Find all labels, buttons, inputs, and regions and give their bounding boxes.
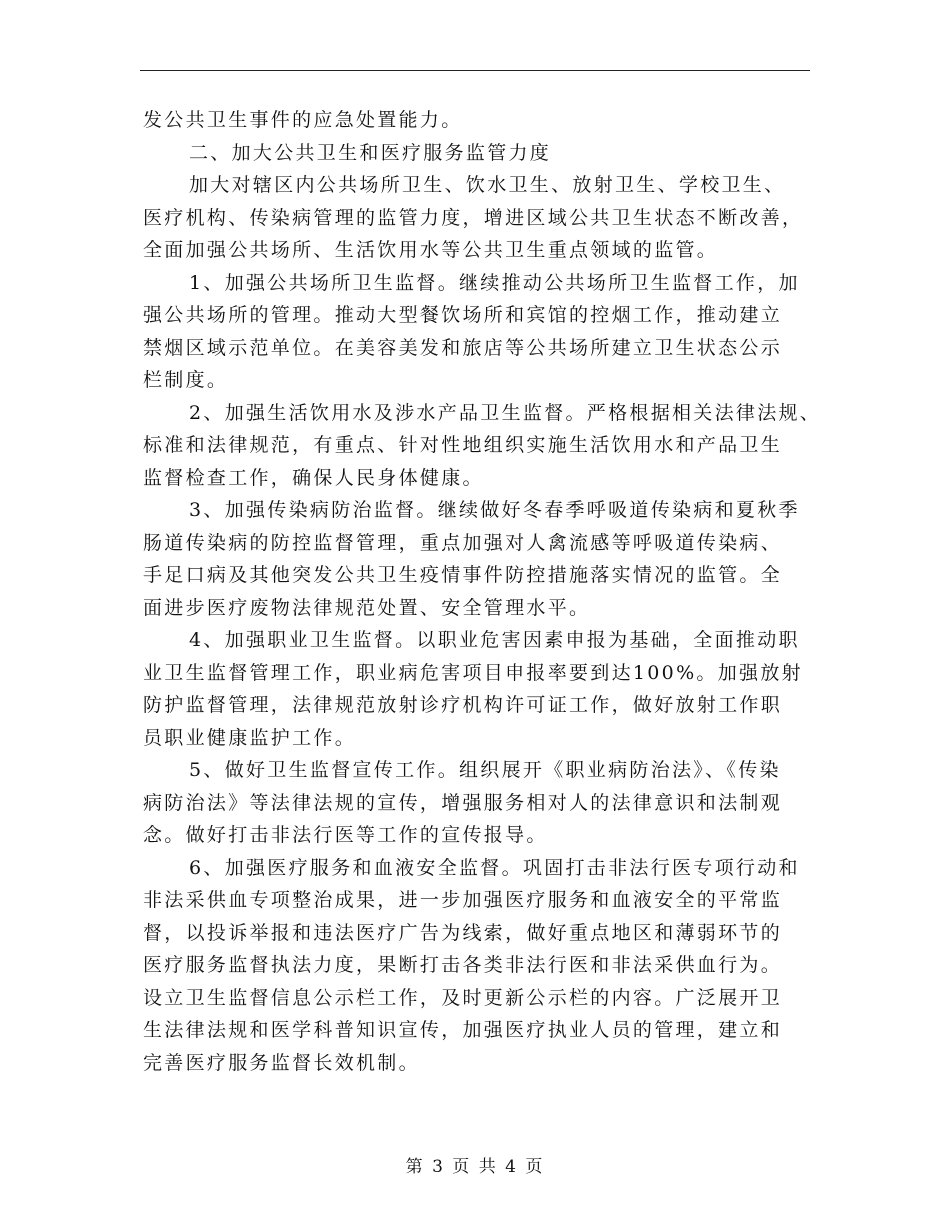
text-line: 全面加强公共场所、生活饮用水等公共卫生重点领域的监管。 xyxy=(143,239,719,261)
text-line: 发公共卫生事件的应急处置能力。 xyxy=(143,109,463,131)
text-line: 栏制度。 xyxy=(143,369,229,391)
text-line: 禁烟区域示范单位。在美容美发和旅店等公共场所建立卫生状态公示 xyxy=(143,336,783,359)
text-line: 1、加强公共场所卫生监督。继续推动公共场所卫生监督工作，加 xyxy=(189,271,800,294)
text-line: 非法采供血专项整治成果，进一步加强医疗服务和血液安全的平常监 xyxy=(143,889,783,911)
text-line: 5、做好卫生监督宣传工作。组织展开《职业病防治法》、《传染 xyxy=(189,759,781,781)
text-line: 防护监督管理，法律规范放射诊疗机构许可证工作，做好放射工作职 xyxy=(143,694,783,716)
text-line: 强公共场所的管理。推动大型餐饮场所和宾馆的控烟工作，推动建立 xyxy=(143,304,783,326)
text-line: 员职业健康监护工作。 xyxy=(143,726,357,749)
text-line: 标准和法律规范，有重点、针对性地组织实施生活饮用水和产品卫生 xyxy=(143,434,783,456)
text-line: 面进步医疗废物法律规范处置、安全管理水平。 xyxy=(143,596,591,619)
text-line: 医疗机构、传染病管理的监管力度，增进区域公共卫生状态不断改善， xyxy=(143,206,804,229)
text-line: 生法律法规和医学科普知识宣传，加强医疗执业人员的管理，建立和 xyxy=(143,1019,783,1041)
header-rule xyxy=(140,70,810,71)
text-line: 念。做好打击非法行医等工作的宣传报导。 xyxy=(143,824,548,846)
text-line: 3、加强传染病防治监督。继续做好冬春季呼吸道传染病和夏秋季 xyxy=(189,499,800,521)
text-line: 病防治法》等法律法规的宣传，增强服务相对人的法律意识和法制观 xyxy=(143,791,783,814)
text-line: 完善医疗服务监督长效机制。 xyxy=(143,1051,420,1074)
text-line: 加大对辖区内公共场所卫生、饮水卫生、放射卫生、学校卫生、 xyxy=(189,174,786,196)
text-line: 手足口病及其他突发公共卫生疫情事件防控措施落实情况的监管。全 xyxy=(143,564,783,586)
section-heading: 二、加大公共卫生和医疗服务监管力度 xyxy=(189,141,552,164)
text-line: 6、加强医疗服务和血液安全监督。巩固打击非法行医专项行动和 xyxy=(189,856,800,879)
page-number-footer: 第 3 页 共 4 页 xyxy=(405,1157,545,1177)
text-line: 2、加强生活饮用水及涉水产品卫生监督。严格根据相关法律法规、 xyxy=(189,401,822,424)
text-line: 督，以投诉举报和违法医疗广告为线索，做好重点地区和薄弱环节的 xyxy=(143,921,783,944)
text-line: 业卫生监督管理工作，职业病危害项目申报率要到达100%。加强放射 xyxy=(143,661,803,684)
document-body xyxy=(143,104,833,1079)
text-line: 4、加强职业卫生监督。以职业危害因素申报为基础，全面推动职 xyxy=(189,629,800,651)
text-line: 监督检查工作，确保人民身体健康。 xyxy=(143,466,484,489)
text-line: 设立卫生监督信息公示栏工作，及时更新公示栏的内容。广泛展开卫 xyxy=(143,986,783,1009)
text-line: 肠道传染病的防控监督管理，重点加强对人禽流感等呼吸道传染病、 xyxy=(143,531,783,554)
text-line: 医疗服务监督执法力度，果断打击各类非法行医和非法采供血行为。 xyxy=(143,954,783,976)
